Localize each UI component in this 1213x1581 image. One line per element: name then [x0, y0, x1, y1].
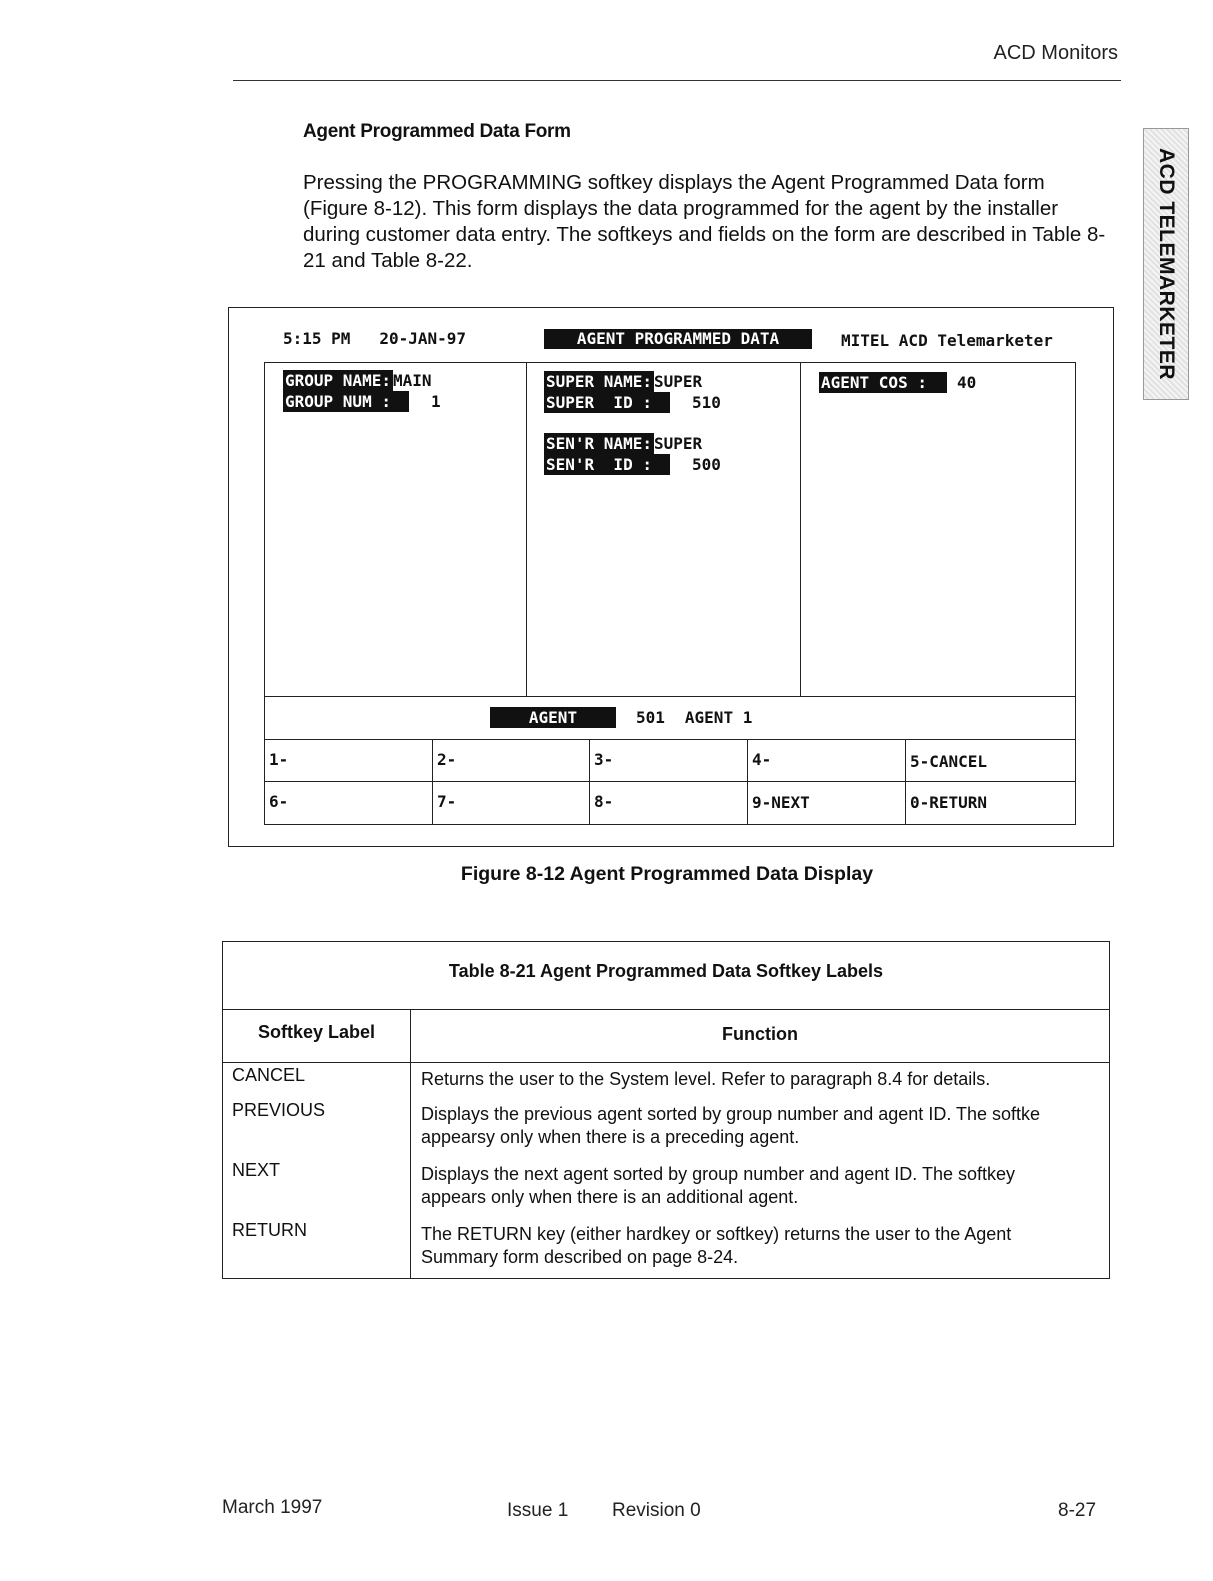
- table-row-function: Returns the user to the System level. Refer to paragraph 8.4 for details.: [421, 1069, 991, 1089]
- agent-name: AGENT 1: [684, 708, 753, 727]
- agent-row: [490, 707, 752, 728]
- figure-caption: Figure 8-12 Agent Programmed Data Display: [460, 863, 874, 885]
- column-divider: [526, 363, 527, 696]
- agent-id: 501: [636, 708, 665, 727]
- screen-clock: [283, 329, 466, 348]
- table-row-label: NEXT: [232, 1160, 281, 1180]
- softkey-1[interactable]: 1-: [269, 750, 289, 769]
- table-column-divider: [410, 1009, 411, 1278]
- table-row-label: PREVIOUS: [232, 1100, 326, 1120]
- header-rule: [233, 80, 1121, 81]
- softkey-next[interactable]: 9-NEXT: [752, 793, 810, 812]
- senr-id-value: 500: [692, 455, 721, 474]
- table-row-label: RETURN: [232, 1220, 307, 1240]
- softkey-7[interactable]: 7-: [437, 792, 457, 811]
- footer-issue: Issue 1: [507, 1500, 569, 1521]
- softkey-cancel[interactable]: 5-CANCEL: [910, 752, 988, 771]
- agent-cos-label: AGENT COS :: [819, 372, 947, 393]
- senr-name-label: SEN'R NAME:: [546, 434, 652, 453]
- softkey-divider: [432, 739, 433, 825]
- super-id-field: [544, 392, 721, 413]
- table-row-label: CANCEL: [232, 1065, 306, 1085]
- softkey-2[interactable]: 2-: [437, 750, 457, 769]
- table-rule: [223, 1062, 1109, 1063]
- row-divider: [265, 781, 1075, 782]
- screen-vendor: MITEL ACD Telemarketer: [841, 331, 1053, 350]
- softkey-divider: [905, 739, 906, 825]
- footer-page-number: 8-27: [1058, 1500, 1097, 1521]
- super-name-value: SUPER: [653, 372, 703, 391]
- table-row-function: Displays the previous agent sorted by group number and agent ID. The softke: [421, 1104, 1041, 1124]
- running-header: ACD Monitors: [993, 42, 1118, 64]
- table-row-function-cont: Summary form described on page 8-24.: [421, 1247, 739, 1267]
- table-row-function: Displays the next agent sorted by group number and agent ID. The softkey: [421, 1164, 1016, 1184]
- group-num-label: GROUP NUM :: [283, 391, 409, 412]
- screen-date: 20-JAN-97: [379, 329, 467, 348]
- softkey-divider: [747, 739, 748, 825]
- agent-cos-value: 40: [957, 373, 977, 392]
- footer-date: March 1997: [222, 1497, 323, 1518]
- table-header-softkey: Softkey Label: [257, 1022, 376, 1042]
- senr-id-label: SEN'R ID :: [544, 454, 670, 475]
- super-id-value: 510: [692, 393, 721, 412]
- super-name-label: SUPER NAME:: [546, 372, 652, 391]
- softkey-6[interactable]: 6-: [269, 792, 289, 811]
- column-divider: [800, 363, 801, 696]
- row-divider: [265, 696, 1075, 697]
- row-divider: [265, 739, 1075, 740]
- group-name-label: GROUP NAME:: [285, 371, 391, 390]
- screen-title: AGENT PROGRAMMED DATA: [544, 329, 812, 349]
- agent-label: AGENT: [490, 707, 616, 728]
- group-num-field: [283, 391, 441, 412]
- footer-revision: Revision 0: [612, 1500, 701, 1521]
- table-row-function: The RETURN key (either hardkey or softkey) returns the user to the Agent: [421, 1224, 1012, 1244]
- side-tab: [1143, 128, 1189, 400]
- group-num-value: 1: [431, 392, 441, 411]
- intro-paragraph: Pressing the PROGRAMMING softkey displays the Agent Programmed Data form (Figure 8-12). This form displays the data programmed for the agent by the installer during customer data entry. The softkeys and fields on the form are described in Table 8-21 and Table 8-22.: [303, 171, 1106, 272]
- group-name-value: MAIN: [392, 371, 432, 390]
- softkey-3[interactable]: 3-: [594, 750, 614, 769]
- side-tab-label: ACD TELEMARKETER: [1155, 148, 1178, 380]
- senr-name-value: SUPER: [653, 434, 703, 453]
- group-name-field: [283, 370, 432, 391]
- softkey-return[interactable]: 0-RETURN: [910, 793, 988, 812]
- super-id-label: SUPER ID :: [544, 392, 670, 413]
- softkey-4[interactable]: 4-: [752, 750, 772, 769]
- softkey-divider: [589, 739, 590, 825]
- table-row-function-cont: appearsy only when there is a preceding agent.: [421, 1127, 800, 1147]
- agent-cos-field: [819, 372, 976, 393]
- section-heading: Agent Programmed Data Form: [303, 121, 571, 142]
- senr-name-field: [544, 433, 702, 454]
- table-row-function-cont: appears only when there is an additional agent.: [421, 1187, 799, 1207]
- softkey-8[interactable]: 8-: [594, 792, 614, 811]
- screen-time: 5:15 PM: [283, 329, 351, 348]
- table-title: Table 8-21 Agent Programmed Data Softkey Labels: [448, 961, 884, 981]
- table-rule: [223, 1009, 1109, 1010]
- table-header-function: Function: [722, 1024, 798, 1044]
- senr-id-field: [544, 454, 721, 475]
- super-name-field: [544, 371, 702, 392]
